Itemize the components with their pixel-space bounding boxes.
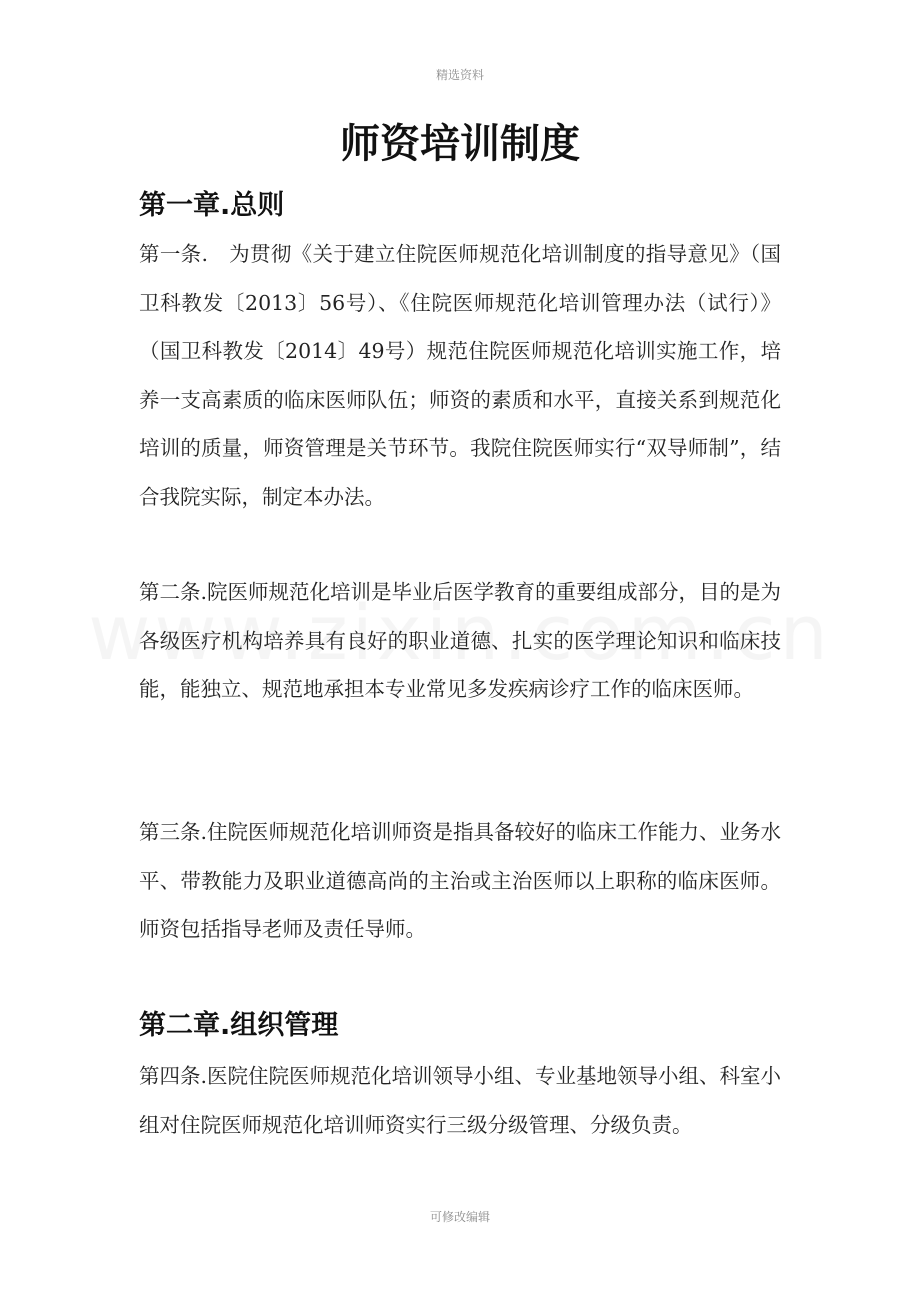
article-4-text: 第四条.医院住院医师规范化培训领导小组、专业基地领导小组、科室小组对住院医师规范化培训师资实行三级分级管理、分级负责。 xyxy=(139,1064,782,1137)
page-header-note: 精选资料 xyxy=(435,68,484,82)
article-2 xyxy=(139,568,781,714)
chapter-1-heading-block xyxy=(139,186,781,226)
chapter-2-heading-block xyxy=(139,1006,781,1046)
article-2-text: 第二条.院医师规范化培训是毕业后医学教育的重要组成部分，目的是为各级医疗机构培养具有良好的职业道德、扎实的医学理论知识和临床技能，能独立、规范地承担本专业常见多发疾病诊疗工作的临床医师。 xyxy=(139,580,782,701)
article-1-text: 第一条. 为贯彻《关于建立住院医师规范化培训制度的指导意见》（国卫科教发〔2013〕56号）、《住院医师规范化培训管理办法（试行）》（国卫科教发〔2014〕49号）规范住院医师规范化培训实施工作，培养一支高素质的临床医师队伍；师资的素质和水平，直接关系到规范化培训的质量，师资管理是关节环节。我院住院医师实行“双导师制”，结合我院实际，制定本办法。 xyxy=(139,242,781,509)
article-4 xyxy=(139,1052,781,1149)
chapter-1-heading: 第一章.总则 xyxy=(139,190,285,221)
document-title: 师资培训制度 xyxy=(340,121,580,167)
chapter-2-heading: 第二章.组织管理 xyxy=(139,1010,339,1041)
page-footer-note: 可修改编辑 xyxy=(429,1210,490,1224)
article-1 xyxy=(139,230,781,521)
article-3-text: 第三条.住院医师规范化培训师资是指具备较好的临床工作能力、业务水平、带教能力及职业道德高尚的主治或主治医师以上职称的临床医师。师资包括指导老师及责任导师。 xyxy=(139,820,782,941)
article-3 xyxy=(139,808,781,954)
